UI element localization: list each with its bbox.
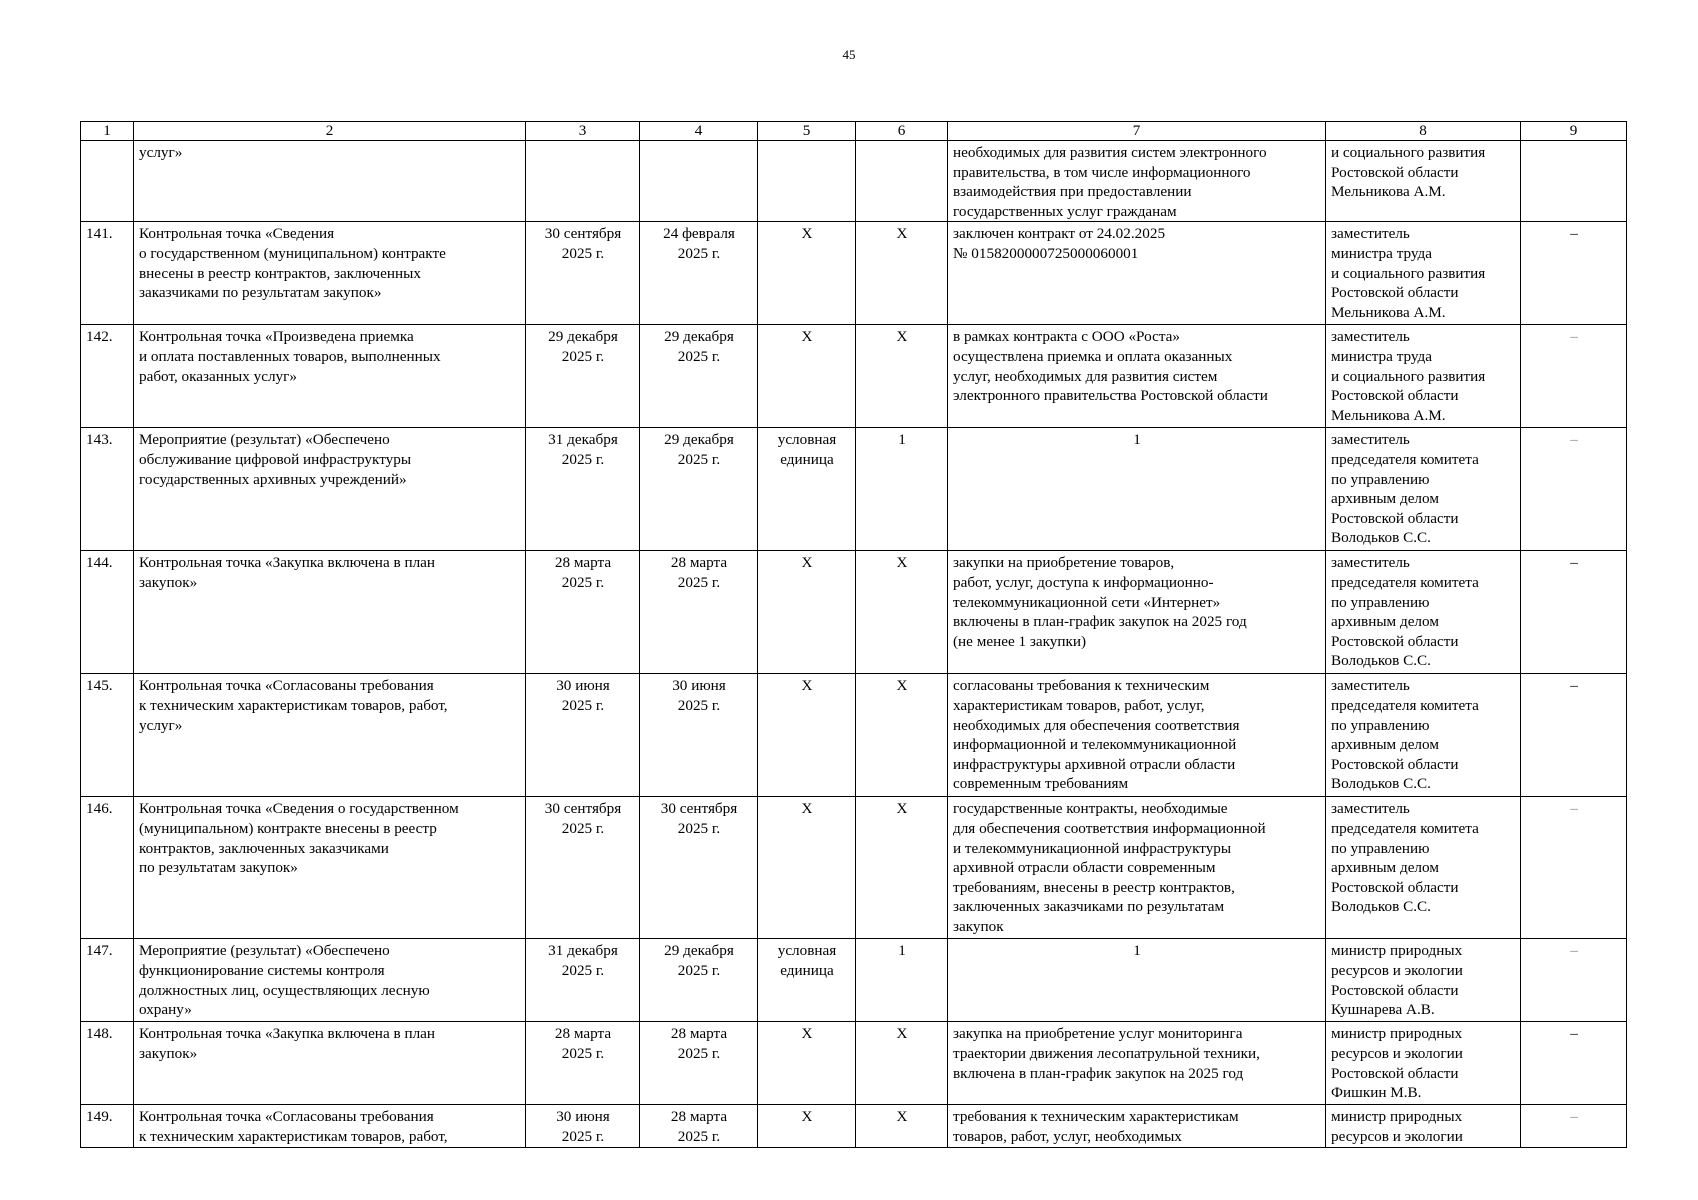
row-result: закупки на приобретение товаров, работ, услуг, доступа к информационно- телекоммуникационной сети «Интернет» включены в план-график закупок на 2025 год (не менее 1 закупки)	[948, 551, 1326, 674]
table-row	[81, 939, 1627, 1022]
row-result: требования к техническим характеристикам товаров, работ, услуг, необходимых	[948, 1105, 1326, 1147]
column-header: 8	[1326, 122, 1521, 141]
row-unit: Х	[758, 325, 856, 428]
row-plan-date: 28 марта 2025 г.	[526, 551, 640, 674]
row-fact-date: 28 марта 2025 г.	[640, 1105, 758, 1147]
row-note	[1521, 141, 1627, 222]
row-plan-value	[856, 141, 948, 222]
row-name: Контрольная точка «Закупка включена в план закупок»	[134, 1022, 526, 1105]
row-responsible: заместитель министра труда и социального развития Ростовской области Мельникова А.М.	[1326, 222, 1521, 325]
row-plan-date: 31 декабря 2025 г.	[526, 939, 640, 1022]
row-plan-value: Х	[856, 222, 948, 325]
row-responsible: заместитель министра труда и социального развития Ростовской области Мельникова А.М.	[1326, 325, 1521, 428]
table-row	[81, 325, 1627, 428]
row-note: –	[1521, 222, 1627, 325]
row-note: –	[1521, 325, 1627, 428]
row-name: Контрольная точка «Произведена приемка и оплата поставленных товаров, выполненных работ, оказанных услуг»	[134, 325, 526, 428]
row-note: –	[1521, 551, 1627, 674]
row-fact-date: 30 июня 2025 г.	[640, 674, 758, 797]
column-header: 3	[526, 122, 640, 141]
row-plan-value: Х	[856, 325, 948, 428]
table-row	[81, 141, 1627, 222]
row-plan-date: 30 июня 2025 г.	[526, 1105, 640, 1147]
row-responsible: министр природных ресурсов и экологии	[1326, 1105, 1521, 1147]
row-plan-value: Х	[856, 674, 948, 797]
row-number: 149.	[81, 1105, 134, 1147]
row-note: –	[1521, 1105, 1627, 1147]
row-plan-value: Х	[856, 1105, 948, 1147]
row-result: государственные контракты, необходимые для обеспечения соответствия информационной и телекоммуникационной инфраструктуры архивной отрасли области современным требованиям, внесены в реестр контрактов, заключенных заказчиками по результатам закупок	[948, 797, 1326, 939]
row-plan-date: 30 июня 2025 г.	[526, 674, 640, 797]
row-plan-value: 1	[856, 428, 948, 551]
row-number: 146.	[81, 797, 134, 939]
row-responsible: заместитель председателя комитета по управлению архивным делом Ростовской области Володьков С.С.	[1326, 551, 1521, 674]
row-result: 1	[948, 428, 1326, 551]
row-fact-date: 30 сентября 2025 г.	[640, 797, 758, 939]
row-result: 1	[948, 939, 1326, 1022]
report-table	[80, 121, 1627, 1148]
row-fact-date: 28 марта 2025 г.	[640, 1022, 758, 1105]
row-name: услуг»	[134, 141, 526, 222]
column-number-header-row	[81, 122, 1627, 141]
row-name: Контрольная точка «Сведения о государственном (муниципальном) контракте внесены в реестр контрактов, заключенных заказчиками по результатам закупок»	[134, 222, 526, 325]
row-responsible: и социального развития Ростовской области Мельникова А.М.	[1326, 141, 1521, 222]
row-plan-date: 29 декабря 2025 г.	[526, 325, 640, 428]
row-result: закупка на приобретение услуг мониторинга траектории движения лесопатрульной техники, включена в план-график закупок на 2025 год	[948, 1022, 1326, 1105]
row-name: Мероприятие (результат) «Обеспечено функционирование системы контроля должностных лиц, осуществляющих лесную охрану»	[134, 939, 526, 1022]
row-fact-date: 29 декабря 2025 г.	[640, 939, 758, 1022]
row-name: Контрольная точка «Закупка включена в план закупок»	[134, 551, 526, 674]
row-responsible: министр природных ресурсов и экологии Ростовской области Фишкин М.В.	[1326, 1022, 1521, 1105]
column-header: 6	[856, 122, 948, 141]
row-plan-value: Х	[856, 551, 948, 674]
row-note: –	[1521, 428, 1627, 551]
row-name: Мероприятие (результат) «Обеспечено обслуживание цифровой инфраструктуры государственных архивных учреждений»	[134, 428, 526, 551]
row-result: необходимых для развития систем электронного правительства, в том числе информационного взаимодействия при предоставлении государственных услуг гражданам	[948, 141, 1326, 222]
row-number: 148.	[81, 1022, 134, 1105]
table-row	[81, 551, 1627, 674]
row-number	[81, 141, 134, 222]
row-unit: Х	[758, 797, 856, 939]
row-name: Контрольная точка «Сведения о государственном (муниципальном) контракте внесены в реестр контрактов, заключенных заказчиками по результатам закупок»	[134, 797, 526, 939]
row-unit: условная единица	[758, 428, 856, 551]
row-plan-value: Х	[856, 1022, 948, 1105]
row-fact-date: 28 марта 2025 г.	[640, 551, 758, 674]
row-unit: Х	[758, 674, 856, 797]
row-unit: Х	[758, 1022, 856, 1105]
row-name: Контрольная точка «Согласованы требования к техническим характеристикам товаров, работ,	[134, 1105, 526, 1147]
row-plan-value: Х	[856, 797, 948, 939]
row-fact-date	[640, 141, 758, 222]
row-result: согласованы требования к техническим характеристикам товаров, работ, услуг, необходимых для обеспечения соответствия информационной и телекоммуникационной инфраструктуры архивной отрасли области современным требованиям	[948, 674, 1326, 797]
row-unit: Х	[758, 222, 856, 325]
column-header: 4	[640, 122, 758, 141]
row-responsible: министр природных ресурсов и экологии Ростовской области Кушнарева А.В.	[1326, 939, 1521, 1022]
row-plan-value: 1	[856, 939, 948, 1022]
row-number: 147.	[81, 939, 134, 1022]
row-note: –	[1521, 797, 1627, 939]
row-result: в рамках контракта с ООО «Роста» осуществлена приемка и оплата оказанных услуг, необходимых для развития систем электронного правительства Ростовской области	[948, 325, 1326, 428]
row-responsible: заместитель председателя комитета по управлению архивным делом Ростовской области Володьков С.С.	[1326, 428, 1521, 551]
row-name: Контрольная точка «Согласованы требования к техническим характеристикам товаров, работ, услуг»	[134, 674, 526, 797]
row-number: 145.	[81, 674, 134, 797]
column-header: 1	[81, 122, 134, 141]
row-responsible: заместитель председателя комитета по управлению архивным делом Ростовской области Володьков С.С.	[1326, 674, 1521, 797]
row-plan-date	[526, 141, 640, 222]
row-number: 144.	[81, 551, 134, 674]
column-header: 7	[948, 122, 1326, 141]
row-note: –	[1521, 674, 1627, 797]
table-row	[81, 1022, 1627, 1105]
row-note: –	[1521, 1022, 1627, 1105]
table-row	[81, 1105, 1627, 1147]
table-row	[81, 674, 1627, 797]
row-result: заключен контракт от 24.02.2025 № 0158200000725000060001	[948, 222, 1326, 325]
row-unit: условная единица	[758, 939, 856, 1022]
column-header: 5	[758, 122, 856, 141]
row-unit: Х	[758, 551, 856, 674]
row-fact-date: 24 февраля 2025 г.	[640, 222, 758, 325]
table-row	[81, 222, 1627, 325]
row-note: –	[1521, 939, 1627, 1022]
row-plan-date: 30 сентября 2025 г.	[526, 797, 640, 939]
page-number: 45	[842, 47, 856, 62]
row-plan-date: 28 марта 2025 г.	[526, 1022, 640, 1105]
row-responsible: заместитель председателя комитета по управлению архивным делом Ростовской области Володьков С.С.	[1326, 797, 1521, 939]
row-fact-date: 29 декабря 2025 г.	[640, 428, 758, 551]
row-unit: Х	[758, 1105, 856, 1147]
row-number: 142.	[81, 325, 134, 428]
row-number: 141.	[81, 222, 134, 325]
row-plan-date: 30 сентября 2025 г.	[526, 222, 640, 325]
table-row	[81, 797, 1627, 939]
column-header: 9	[1521, 122, 1627, 141]
column-header: 2	[134, 122, 526, 141]
row-plan-date: 31 декабря 2025 г.	[526, 428, 640, 551]
row-number: 143.	[81, 428, 134, 551]
table-row	[81, 428, 1627, 551]
row-fact-date: 29 декабря 2025 г.	[640, 325, 758, 428]
row-unit	[758, 141, 856, 222]
